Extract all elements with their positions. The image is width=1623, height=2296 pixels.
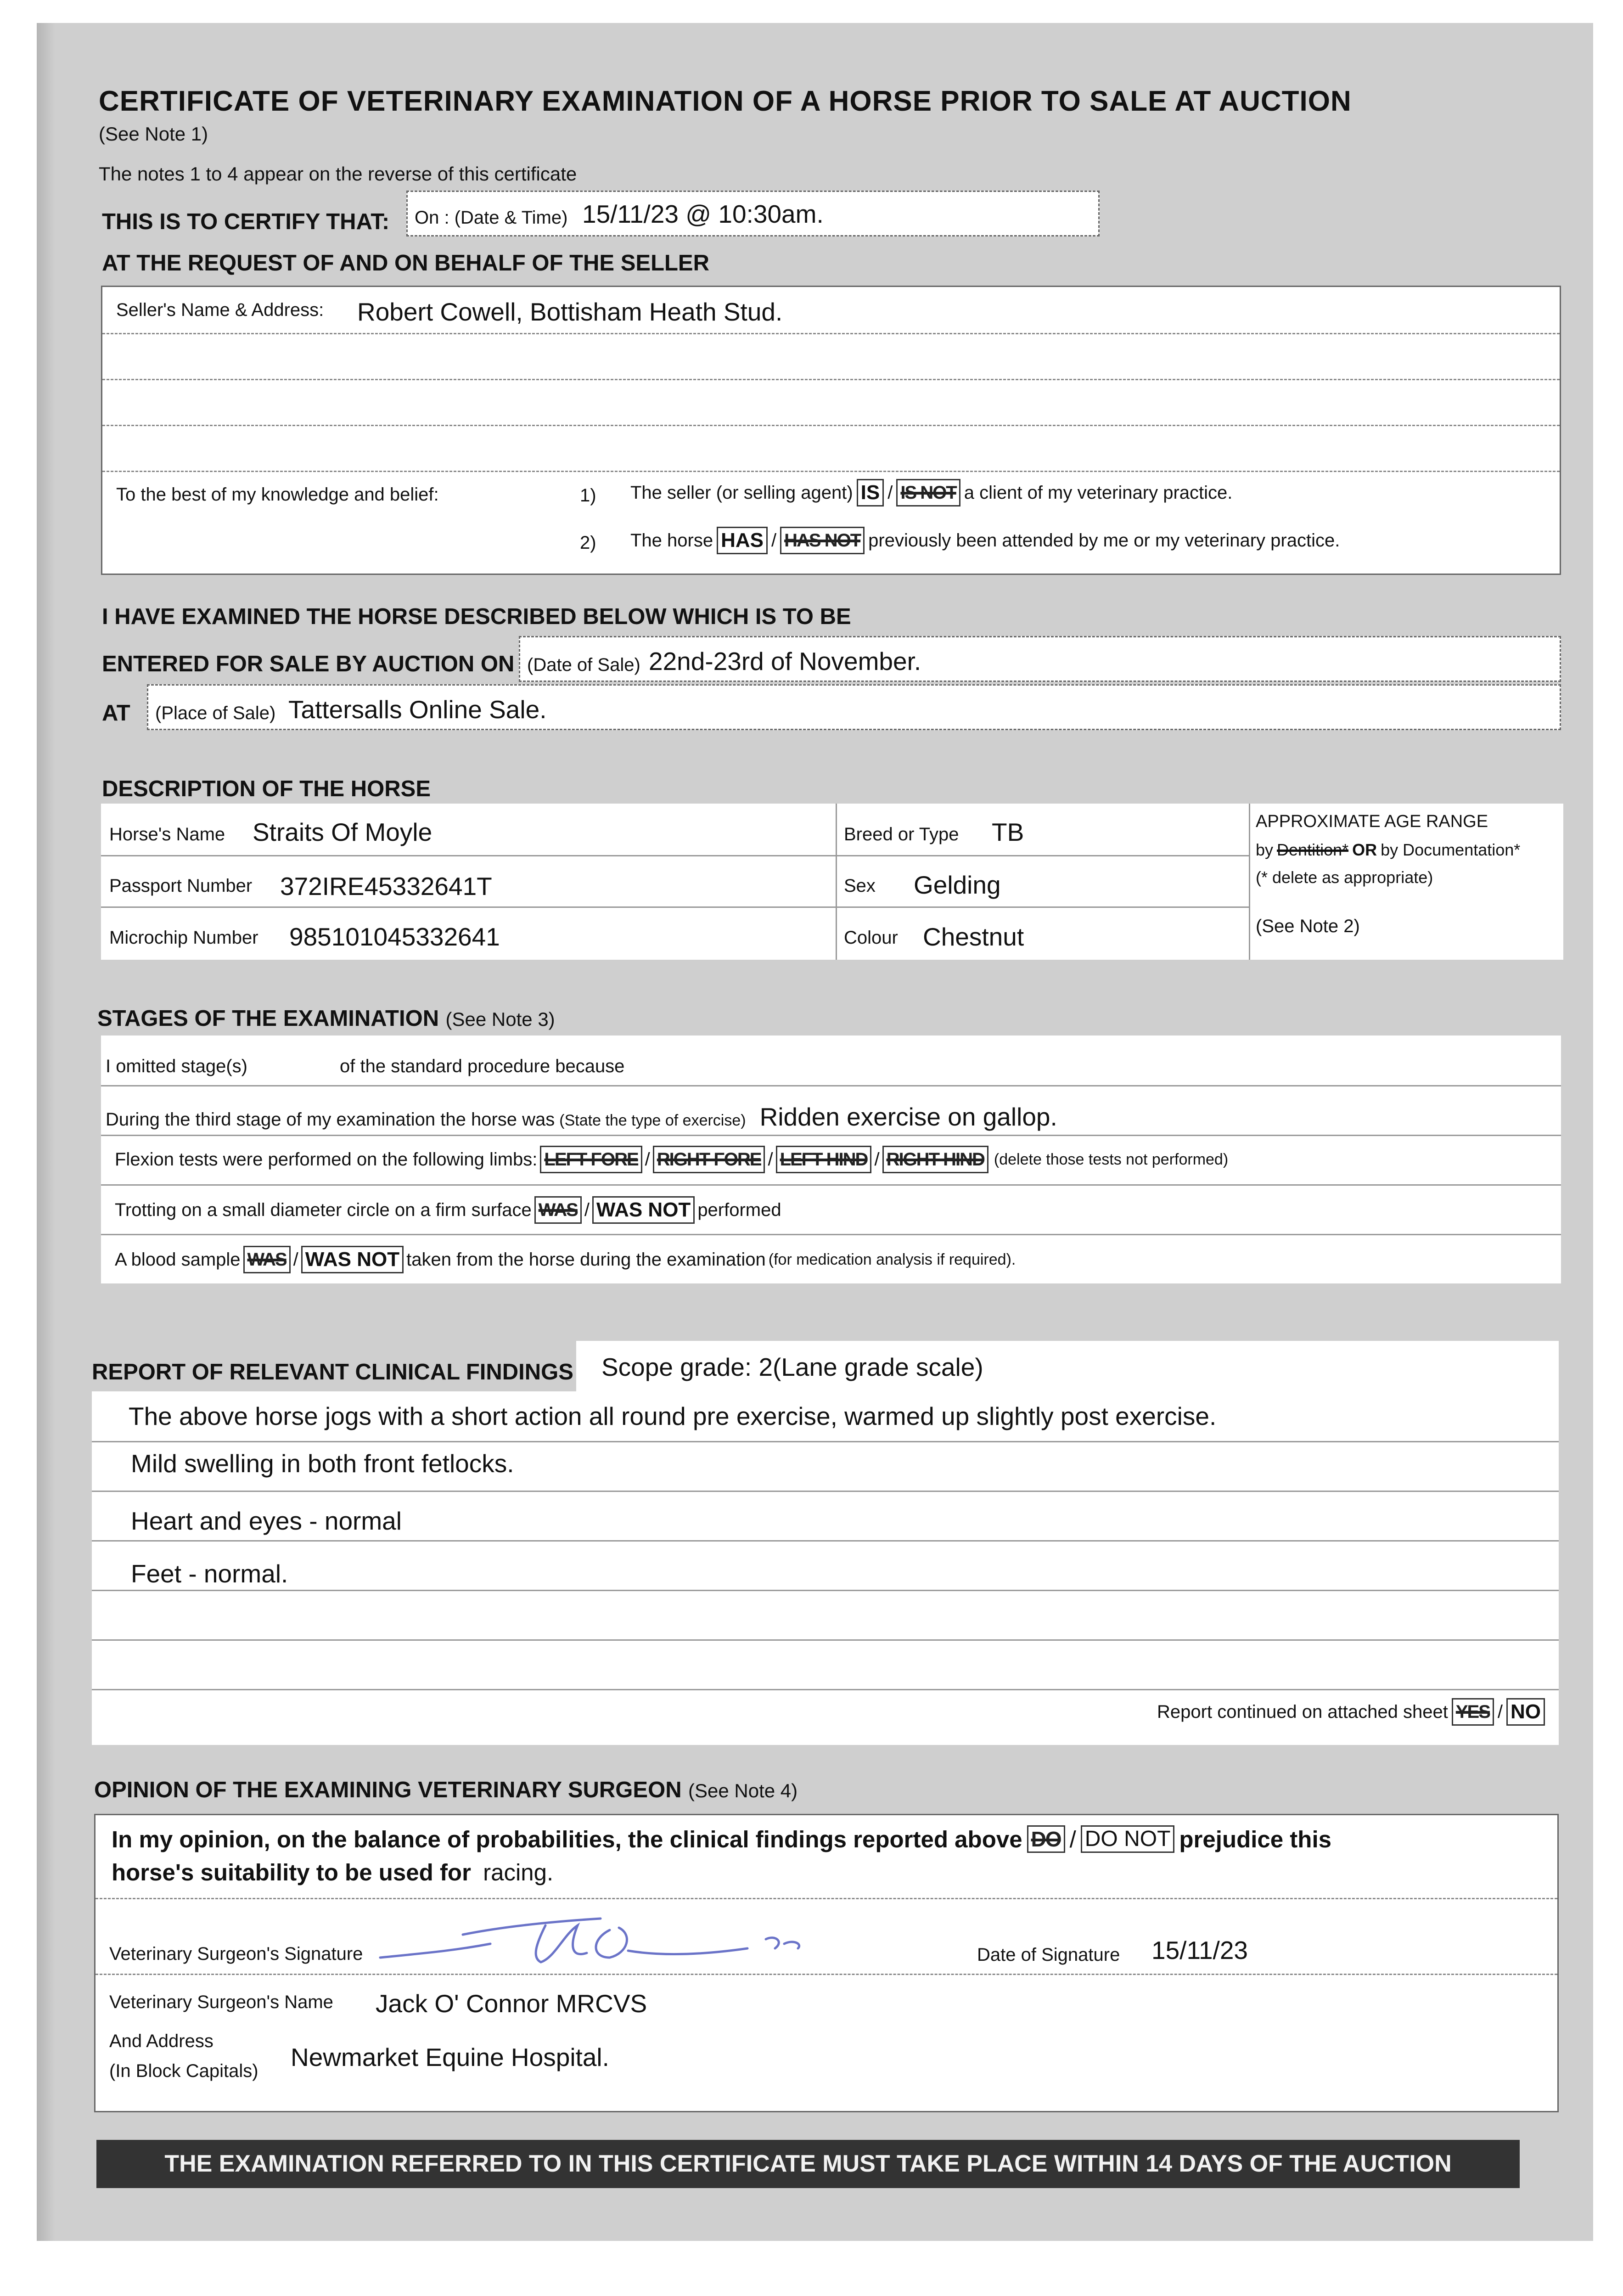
certificate-title: CERTIFICATE OF VETERINARY EXAMINATION OF A HORSE PRIOR TO SALE AT AUCTION: [99, 85, 1352, 117]
continued-no-option[interactable]: NO: [1506, 1698, 1545, 1726]
option-separator: /: [874, 1149, 880, 1170]
omitted-label-a: I omitted stage(s): [106, 1056, 248, 1076]
opinion-heading-row: [94, 1777, 797, 1803]
surgeon-name-label: Veterinary Surgeon's Name: [109, 1992, 333, 2012]
divider: [95, 1974, 1557, 1975]
continued-label: Report continued on attached sheet: [1157, 1701, 1448, 1722]
option-separator: /: [1497, 1701, 1503, 1722]
statement-2-suffix: previously been attended by me or my veterinary practice.: [868, 530, 1340, 551]
divider: [102, 471, 1560, 472]
trotting-row: [115, 1196, 781, 1224]
signature-image: [371, 1907, 922, 1976]
blood-suffix: taken from the horse during the examination: [406, 1249, 766, 1270]
age-dentition-option[interactable]: Dentition*: [1277, 840, 1349, 859]
row-divider: [101, 1135, 1561, 1136]
continued-yes-option[interactable]: YES: [1452, 1698, 1494, 1726]
flexion-note: (delete those tests not performed): [994, 1150, 1229, 1168]
opinion-text-a: In my opinion, on the balance of probabilities, the clinical findings reported above: [112, 1826, 1022, 1852]
seller-label: Seller's Name & Address:: [116, 300, 324, 320]
seller-value[interactable]: Robert Cowell, Bottisham Heath Stud.: [357, 298, 783, 326]
colour-value[interactable]: Chestnut: [923, 923, 1024, 951]
continued-row: [1157, 1698, 1545, 1726]
finding-line[interactable]: The above horse jogs with a short action all round pre exercise, warmed up slightly post exercise.: [129, 1402, 1217, 1430]
finding-line[interactable]: Mild swelling in both front fetlocks.: [131, 1449, 514, 1478]
breed-value[interactable]: TB: [992, 818, 1024, 846]
surgeon-address-label-2: (In Block Capitals): [109, 2061, 258, 2081]
scope-value: Scope grade: 2(Lane grade scale): [601, 1353, 983, 1381]
stages-heading-note: (See Note 3): [445, 1008, 555, 1030]
seller-section: [101, 286, 1561, 575]
date-time-field[interactable]: [406, 191, 1100, 236]
examined-heading: I HAVE EXAMINED THE HORSE DESCRIBED BELOW WHICH IS TO BE: [102, 604, 851, 629]
opinion-statement-line-1: [112, 1825, 1331, 1853]
notes-line: The notes 1 to 4 appear on the reverse of this certificate: [99, 163, 577, 185]
date-time-label: On : (Date & Time): [415, 208, 568, 228]
sale-date-value: 22nd-23rd of November.: [649, 647, 921, 675]
surgeon-name-value[interactable]: Jack O' Connor MRCVS: [376, 1989, 647, 2018]
sale-place-value: Tattersalls Online Sale.: [288, 695, 547, 724]
sex-value[interactable]: Gelding: [914, 871, 1001, 899]
opinion-text-c: horse's suitability to be used for: [112, 1859, 471, 1885]
see-note-1: (See Note 1): [99, 123, 208, 145]
row-divider: [101, 906, 1249, 908]
row-divider: [92, 1689, 1559, 1690]
opinion-section: [94, 1814, 1559, 2112]
third-stage-label: During the third stage of my examination the horse was: [106, 1109, 555, 1130]
option-separator: /: [771, 530, 777, 551]
statement-1-suffix: a client of my veterinary practice.: [964, 482, 1233, 503]
age-see-note: (See Note 2): [1256, 916, 1360, 936]
statement-1-number: 1): [580, 485, 596, 506]
opinion-heading-note: (See Note 4): [688, 1780, 798, 1801]
stages-heading-row: [97, 1006, 555, 1031]
stages-heading: STAGES OF THE EXAMINATION: [97, 1006, 439, 1031]
scope-field[interactable]: [576, 1341, 1559, 1391]
opinion-text-b: prejudice this: [1179, 1826, 1331, 1852]
statement-2: [630, 527, 1340, 554]
option-separator: /: [1069, 1826, 1076, 1852]
passport-label: Passport Number: [109, 876, 253, 896]
row-divider: [101, 1085, 1561, 1086]
has-not-attended-option[interactable]: HAS NOT: [780, 527, 865, 554]
horse-heading: DESCRIPTION OF THE HORSE: [102, 777, 431, 801]
age-delete-note: (* delete as appropriate): [1256, 868, 1433, 887]
row-divider: [92, 1639, 1559, 1641]
trotting-was-option[interactable]: WAS: [534, 1196, 582, 1224]
signature-label: Veterinary Surgeon's Signature: [109, 1944, 363, 1964]
option-separator: /: [645, 1149, 650, 1170]
footer-banner: THE EXAMINATION REFERRED TO IN THIS CERTIFICATE MUST TAKE PLACE WITHIN 14 DAYS OF THE AUCTION: [96, 2140, 1520, 2188]
opinion-do-not-option[interactable]: DO NOT: [1081, 1825, 1175, 1853]
flexion-right-hind[interactable]: RIGHT HIND: [882, 1146, 988, 1173]
has-attended-option[interactable]: HAS: [717, 527, 768, 554]
row-divider: [92, 1491, 1559, 1492]
finding-line[interactable]: Heart and eyes - normal: [131, 1507, 402, 1535]
row-divider: [92, 1590, 1559, 1591]
column-divider: [836, 804, 837, 960]
date-time-value: 15/11/23 @ 10:30am.: [582, 200, 824, 228]
signature-date-label: Date of Signature: [977, 1945, 1120, 1965]
client-is-option[interactable]: IS: [857, 479, 884, 506]
opinion-use-value[interactable]: racing.: [483, 1859, 554, 1885]
blood-was-not-option[interactable]: WAS NOT: [301, 1246, 404, 1273]
option-separator: /: [584, 1199, 590, 1220]
sale-date-field[interactable]: [519, 636, 1561, 682]
flexion-label: Flexion tests were performed on the following limbs:: [115, 1149, 538, 1170]
divider: [102, 333, 1560, 334]
knowledge-label: To the best of my knowledge and belief:: [116, 484, 439, 505]
at-label: AT: [102, 701, 130, 726]
statement-2-number: 2): [580, 533, 596, 553]
flexion-left-hind[interactable]: LEFT HIND: [776, 1146, 872, 1173]
row-divider: [92, 1540, 1559, 1542]
horse-name-label: Horse's Name: [109, 824, 225, 844]
passport-value[interactable]: 372IRE45332641T: [280, 872, 492, 900]
omitted-label-b: of the standard procedure because: [340, 1056, 625, 1076]
finding-line[interactable]: Feet - normal.: [131, 1559, 288, 1588]
sale-place-field[interactable]: [147, 684, 1561, 730]
divider: [95, 1898, 1557, 1899]
stages-section: [101, 1035, 1561, 1283]
breed-label: Breed or Type: [844, 824, 959, 844]
client-is-not-option[interactable]: IS NOT: [896, 479, 960, 506]
surgeon-address-label: And Address: [109, 2031, 213, 2051]
entered-heading: ENTERED FOR SALE BY AUCTION ON: [102, 652, 515, 676]
sex-label: Sex: [844, 876, 876, 896]
statement-2-prefix: The horse: [630, 530, 713, 551]
findings-section: [92, 1391, 1559, 1745]
opinion-do-option[interactable]: DO: [1027, 1825, 1065, 1853]
flexion-right-fore[interactable]: RIGHT FORE: [653, 1146, 765, 1173]
row-divider: [92, 1441, 1559, 1442]
trotting-label: Trotting on a small diameter circle on a firm surface: [115, 1199, 532, 1220]
sale-place-label: (Place of Sale): [155, 703, 276, 723]
horse-name-value[interactable]: Straits Of Moyle: [253, 818, 432, 846]
report-heading: REPORT OF RELEVANT CLINICAL FINDINGS: [92, 1360, 573, 1384]
blood-row: [115, 1246, 1016, 1273]
third-stage-hint: (State the type of exercise): [559, 1112, 746, 1129]
row-divider: [101, 1234, 1561, 1235]
option-separator: /: [887, 482, 893, 503]
age-or: OR: [1352, 840, 1377, 859]
opinion-statement-line-2: [112, 1859, 553, 1886]
request-heading: AT THE REQUEST OF AND ON BEHALF OF THE SELLER: [102, 251, 709, 276]
third-stage-row: [106, 1102, 1057, 1131]
horse-table: [101, 804, 1563, 960]
statement-1-prefix: The seller (or selling agent): [630, 482, 853, 503]
row-divider: [101, 1184, 1561, 1186]
signature-date-value[interactable]: 15/11/23: [1151, 1936, 1248, 1964]
age-range-heading: APPROXIMATE AGE RANGE: [1256, 812, 1488, 831]
blood-was-option[interactable]: WAS: [243, 1246, 291, 1273]
blood-label: A blood sample: [115, 1249, 241, 1270]
flexion-left-fore[interactable]: LEFT FORE: [540, 1146, 642, 1173]
third-stage-value[interactable]: Ridden exercise on gallop.: [759, 1103, 1057, 1131]
trotting-was-not-option[interactable]: WAS NOT: [592, 1196, 695, 1224]
sale-date-label: (Date of Sale): [527, 655, 640, 675]
blood-note: (for medication analysis if required).: [768, 1250, 1016, 1268]
opinion-heading: OPINION OF THE EXAMINING VETERINARY SURGEON: [94, 1778, 682, 1802]
flexion-row: [115, 1146, 1228, 1173]
age-range-options: [1256, 840, 1520, 860]
trotting-suffix: performed: [697, 1199, 781, 1220]
age-documentation-option[interactable]: by Documentation*: [1381, 840, 1521, 859]
divider: [102, 425, 1560, 426]
row-divider: [101, 855, 1249, 856]
option-separator: /: [768, 1149, 773, 1170]
microchip-label: Microchip Number: [109, 928, 258, 948]
age-by: by: [1256, 840, 1274, 859]
statement-1: [630, 479, 1232, 506]
option-separator: /: [293, 1249, 298, 1270]
divider: [102, 379, 1560, 380]
certify-heading: THIS IS TO CERTIFY THAT:: [102, 209, 390, 234]
surgeon-address-value[interactable]: Newmarket Equine Hospital.: [291, 2043, 609, 2071]
microchip-value[interactable]: 985101045332641: [289, 923, 500, 951]
scan-edge-shadow: [37, 23, 55, 2241]
colour-label: Colour: [844, 928, 898, 948]
